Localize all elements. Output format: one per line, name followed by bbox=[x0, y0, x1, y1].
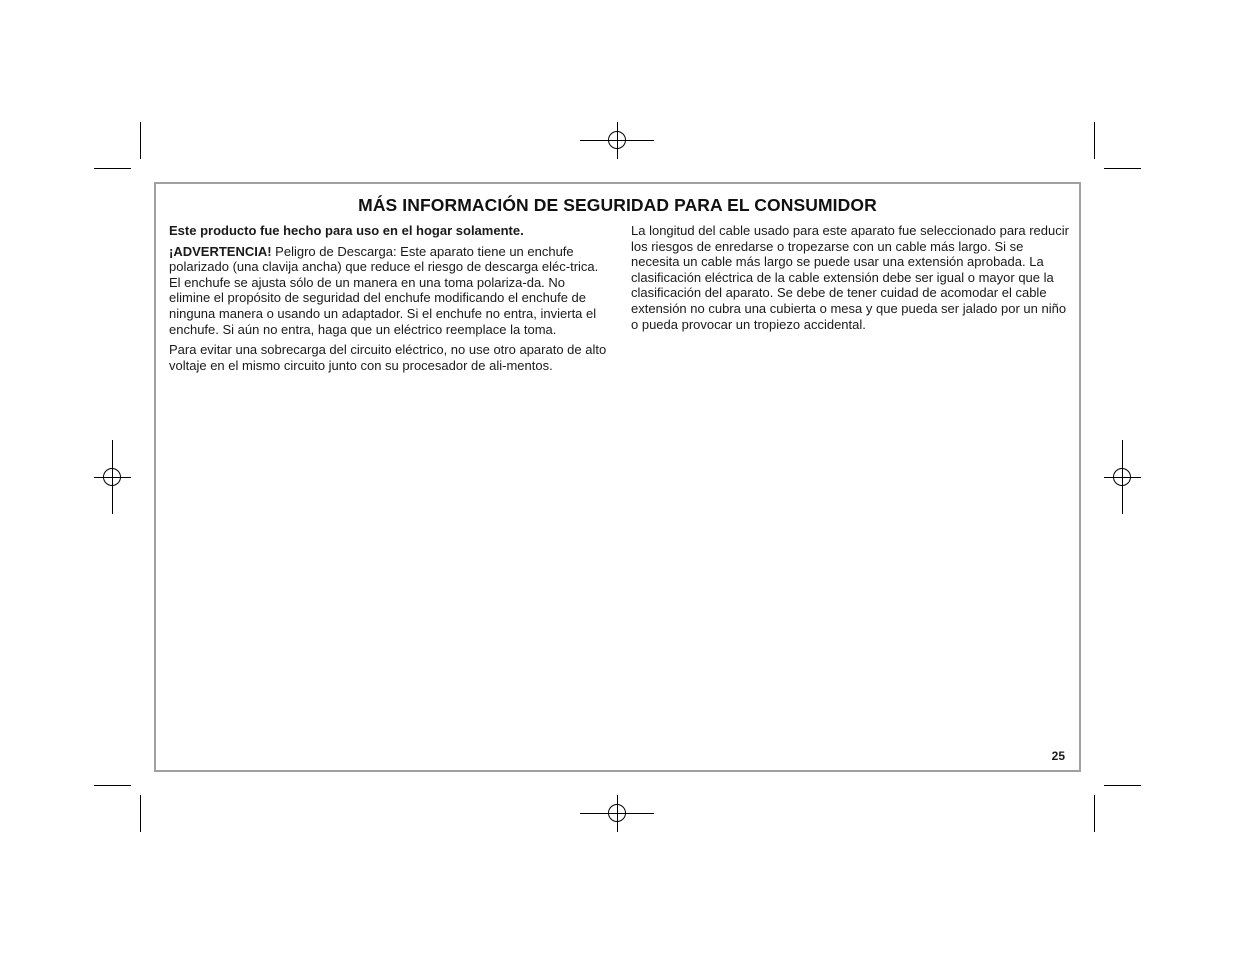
warning-text: Peligro de Descarga: Este aparato tiene un enchufe polarizado (una clavija ancha) que reduce el riesgo de descarga eléc-trica. El enchufe se ajusta sólo de un manera en una toma polariza-da. No elimine el propósito de seguridad del enchufe modificando el enchufe de ninguna manera o usando un adaptador. Si el enchufe no entra, invierta el enchufe. Si aún no entra, haga que un eléctrico reemplace la toma. bbox=[169, 243, 599, 337]
crop-mark-bottom-left-horizontal bbox=[94, 785, 131, 786]
crop-mark-bottom-right-vertical bbox=[1094, 795, 1095, 832]
crop-mark-top-right-horizontal bbox=[1104, 168, 1141, 169]
crop-mark-top-left-horizontal bbox=[94, 168, 131, 169]
home-use-notice: Este producto fue hecho para uso en el hogar solamente. bbox=[169, 223, 524, 238]
registration-circle-top bbox=[608, 131, 626, 149]
right-column bbox=[631, 223, 1071, 337]
page-number: 25 bbox=[1051, 749, 1065, 763]
registration-circle-bottom bbox=[608, 804, 626, 822]
crop-mark-top-right-vertical bbox=[1094, 122, 1095, 159]
crop-mark-top-left-vertical bbox=[140, 122, 141, 159]
registration-circle-right bbox=[1113, 468, 1131, 486]
page-title: MÁS INFORMACIÓN DE SEGURIDAD PARA EL CONSUMIDOR bbox=[358, 195, 877, 215]
crop-mark-bottom-right-horizontal bbox=[1104, 785, 1141, 786]
warning-label: ¡ADVERTENCIA! bbox=[169, 243, 272, 259]
left-column bbox=[169, 223, 609, 378]
page-frame bbox=[154, 182, 1081, 772]
overload-paragraph: Para evitar una sobrecarga del circuito eléctrico, no use otro aparato de alto voltaje en el mismo circuito junto con su procesador de ali-mentos. bbox=[169, 342, 607, 373]
cord-length-paragraph: La longitud del cable usado para este aparato fue seleccionado para reducir los riesgos de enredarse o tropezarse con un cable más largo. Si se necesita un cable más largo se puede usar una extensión aprobada. La clasificación eléctrica de la cable extensión debe ser igual o mayor que la clasificación del aparato. Se debe de tener cuidad de acomodar el cable extensión no cubra una cubierta o mesa y que pueda ser jalado por un niño o pueda provocar un tropiezo accidental. bbox=[631, 223, 1069, 332]
shock-warning-paragraph bbox=[169, 244, 609, 338]
crop-mark-bottom-left-vertical bbox=[140, 795, 141, 832]
registration-circle-left bbox=[103, 468, 121, 486]
